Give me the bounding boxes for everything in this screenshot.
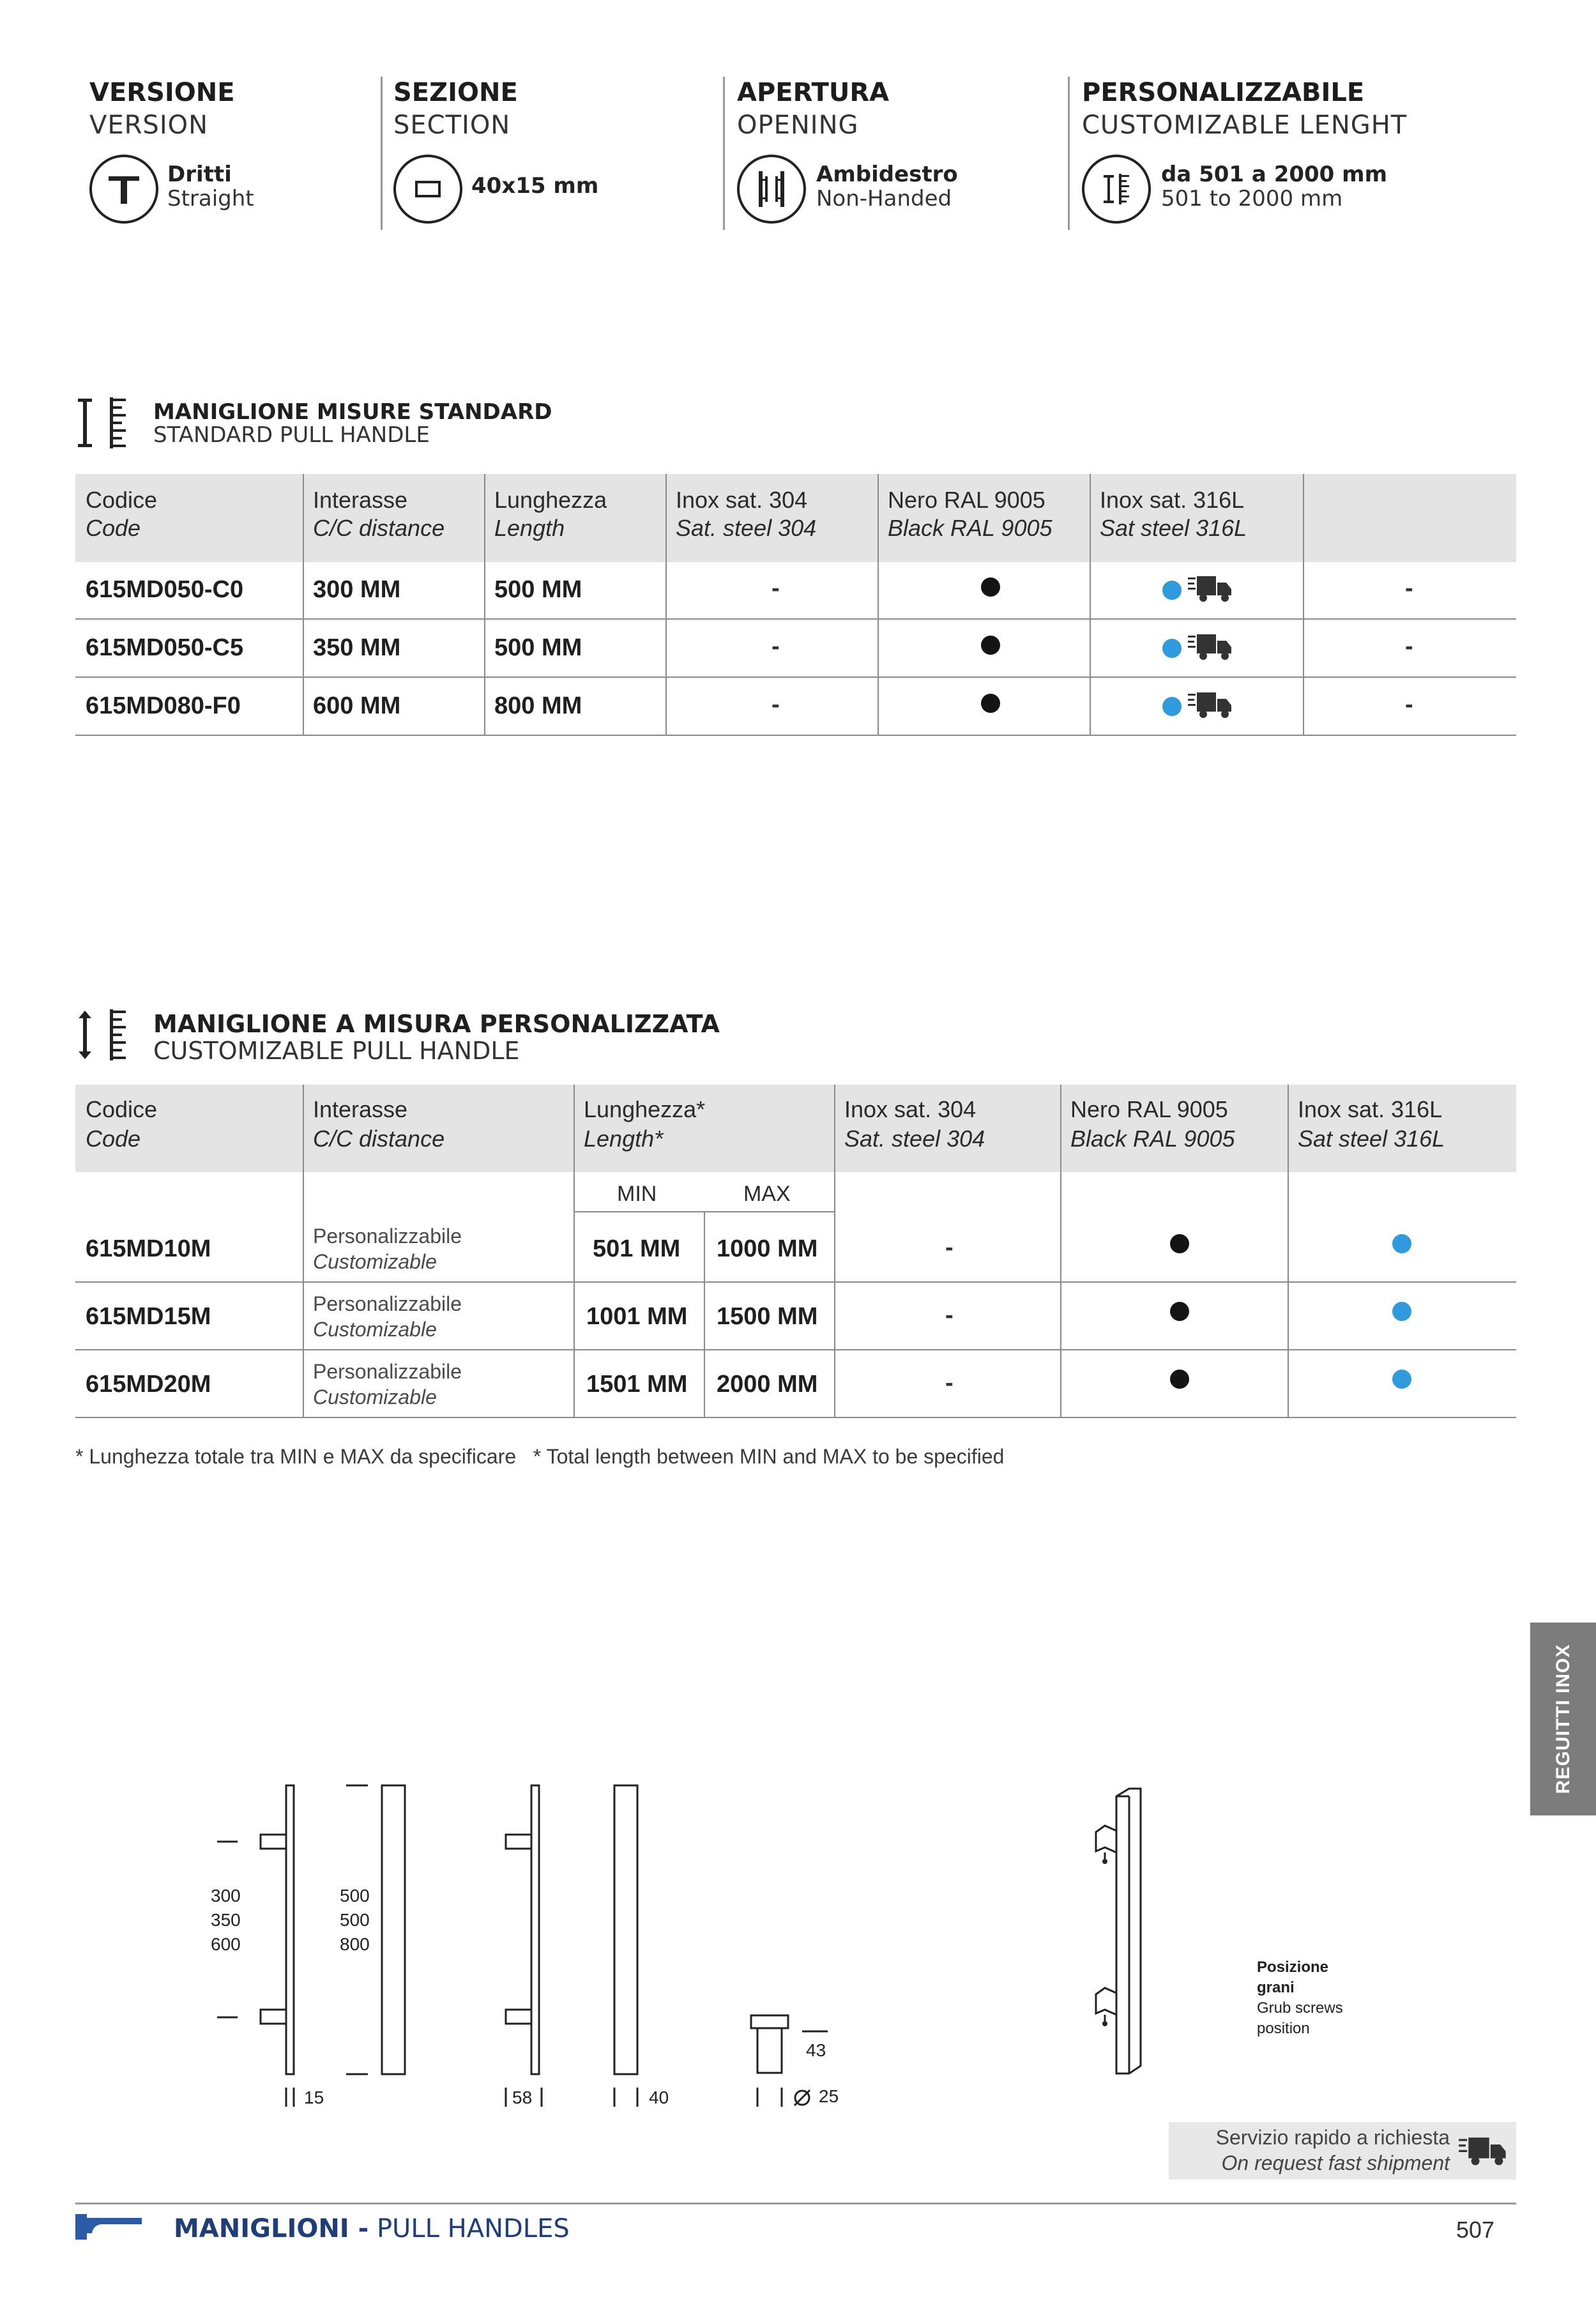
section-value: 40x15 mm — [471, 173, 599, 199]
version-title: VERSIONE — [89, 78, 235, 107]
col-header-length: Lunghezza — [494, 487, 607, 513]
cc-value: 600 — [211, 1934, 241, 1954]
col-header-black-en: Black RAL 9005 — [1070, 1126, 1235, 1152]
length-value: 500 — [340, 1910, 370, 1930]
cell-steel304: - — [945, 1234, 954, 1261]
custom-title: PERSONALIZZABILE — [1082, 78, 1365, 107]
cell-steel304: - — [771, 691, 780, 718]
length-value: 800 — [340, 1934, 370, 1954]
page-number: 507 — [1456, 2217, 1495, 2243]
col-header-steel304-en: Sat. steel 304 — [844, 1126, 985, 1152]
custom-value-en: 501 to 2000 mm — [1161, 186, 1343, 211]
dimension-58: 58 — [512, 2088, 533, 2107]
grub-note-l3: Grub screws — [1257, 1999, 1343, 2017]
brand-logo — [75, 2214, 142, 2245]
shipment-label: Servizio rapido a richiesta — [1215, 2126, 1450, 2149]
standard-table-subtitle: STANDARD PULL HANDLE — [153, 422, 430, 448]
opening-value-en: Non-Handed — [816, 186, 952, 211]
cell-min: 1001 MM — [586, 1303, 688, 1330]
cell-min: 1501 MM — [586, 1371, 688, 1398]
cell-steel304: - — [771, 633, 780, 660]
col-header-length: Lunghezza* — [584, 1096, 706, 1122]
cell-code: 615MD10M — [86, 1235, 211, 1262]
cell-extra: - — [1405, 633, 1413, 660]
custom-table-subtitle: CUSTOMIZABLE PULL HANDLE — [153, 1037, 520, 1065]
cell-length: 500 MM — [494, 576, 582, 603]
cell-extra: - — [1405, 691, 1413, 718]
custom-table-title: MANIGLIONE A MISURA PERSONALIZZATA — [153, 1010, 720, 1038]
length-footnote: * Lunghezza totale tra MIN e MAX da specificare * Total length between MIN and MAX to be specified — [75, 1445, 1005, 1468]
cell-code: 615MD20M — [86, 1371, 211, 1398]
dimension-40: 40 — [649, 2088, 669, 2107]
cell-length: 500 MM — [494, 634, 582, 661]
cell-min: 501 MM — [593, 1235, 681, 1262]
footer-title-en: PULL HANDLES — [376, 2214, 570, 2243]
col-header-steel316-en: Sat steel 316L — [1100, 515, 1247, 541]
opening-value: Ambidestro — [816, 162, 958, 187]
col-header-steel316-en: Sat steel 316L — [1298, 1126, 1445, 1152]
cc-value: 300 — [211, 1886, 241, 1906]
col-header-black: Nero RAL 9005 — [1070, 1096, 1228, 1122]
col-header-steel304: Inox sat. 304 — [676, 487, 808, 513]
cell-cc: 600 MM — [313, 692, 401, 719]
col-header-code: Codice — [86, 1096, 158, 1122]
cell-cc-en: Customizable — [313, 1318, 437, 1341]
cell-cc: 300 MM — [313, 576, 401, 603]
col-header-code-en: Code — [86, 1126, 141, 1152]
length-value: 500 — [340, 1886, 370, 1906]
cell-max: 1500 MM — [717, 1303, 818, 1330]
cell-code: 615MD050-C5 — [86, 634, 244, 661]
cell-code: 615MD050-C0 — [86, 576, 244, 603]
col-header-cc: Interasse — [313, 487, 408, 513]
footer-divider — [75, 2203, 1516, 2204]
version-value-en: Straight — [167, 186, 254, 211]
col-header-cc: Interasse — [313, 1096, 408, 1122]
col-header-black-en: Black RAL 9005 — [888, 515, 1053, 541]
col-header-steel316: Inox sat. 316L — [1298, 1096, 1443, 1122]
cell-cc: Personalizzabile — [313, 1225, 462, 1248]
col-header-code-en: Code — [86, 515, 141, 541]
cell-steel304: - — [945, 1370, 954, 1396]
section-title: SEZIONE — [393, 78, 518, 107]
custom-value: da 501 a 2000 mm — [1161, 162, 1388, 187]
dimension-15: 15 — [304, 2088, 324, 2107]
col-header-steel304: Inox sat. 304 — [844, 1096, 977, 1122]
cell-cc-en: Customizable — [313, 1386, 437, 1409]
cell-code: 615MD15M — [86, 1303, 211, 1330]
col-header-length-en: Length — [494, 515, 565, 541]
col-header-code: Codice — [86, 487, 158, 513]
col-header-cc-en: C/C distance — [313, 1126, 445, 1152]
cell-cc: Personalizzabile — [313, 1360, 462, 1383]
cell-cc-en: Customizable — [313, 1250, 437, 1273]
cell-steel304: - — [771, 575, 780, 602]
dimension-43: 43 — [806, 2040, 826, 2060]
opening-subtitle: OPENING — [737, 111, 859, 140]
cc-value: 350 — [211, 1910, 241, 1930]
footer-title — [174, 2214, 570, 2243]
col-header-steel304-en: Sat. steel 304 — [676, 515, 817, 541]
cell-extra: - — [1405, 575, 1413, 602]
max-label: MAX — [743, 1182, 791, 1206]
cell-length: 800 MM — [494, 692, 582, 719]
grub-note-l2: grani — [1257, 1979, 1295, 1996]
version-value: Dritti — [167, 162, 232, 187]
section-subtitle: SECTION — [393, 111, 511, 140]
col-header-steel316: Inox sat. 316L — [1100, 487, 1245, 513]
col-header-length-en: Length* — [584, 1126, 664, 1152]
side-tab[interactable] — [1530, 1623, 1596, 1815]
cell-cc: 350 MM — [313, 634, 401, 661]
col-header-cc-en: C/C distance — [313, 515, 445, 541]
grub-note-l1: Posizione — [1257, 1959, 1329, 1976]
cell-code: 615MD080-F0 — [86, 692, 241, 719]
cell-steel304: - — [945, 1302, 954, 1329]
footer-title-bold: MANIGLIONI - — [174, 2214, 369, 2243]
shipment-label-en: On request fast shipment — [1221, 2151, 1450, 2174]
side-tab-label: REGUITTI INOX — [1552, 1644, 1574, 1794]
col-header-black: Nero RAL 9005 — [888, 487, 1045, 513]
standard-table-title: MANIGLIONE MISURE STANDARD — [153, 399, 552, 425]
cell-max: 2000 MM — [717, 1371, 818, 1398]
min-label: MIN — [617, 1182, 657, 1206]
cell-max: 1000 MM — [717, 1235, 818, 1262]
dimension-25: 25 — [819, 2086, 839, 2106]
custom-subtitle: CUSTOMIZABLE LENGHT — [1082, 111, 1408, 140]
fast-shipment-truck-icon — [1457, 2136, 1509, 2171]
fast-shipment-legend — [1169, 2122, 1516, 2180]
cell-cc: Personalizzabile — [313, 1292, 462, 1315]
version-subtitle: VERSION — [89, 111, 209, 140]
grub-note-l4: position — [1257, 2020, 1310, 2037]
opening-title: APERTURA — [737, 78, 890, 107]
